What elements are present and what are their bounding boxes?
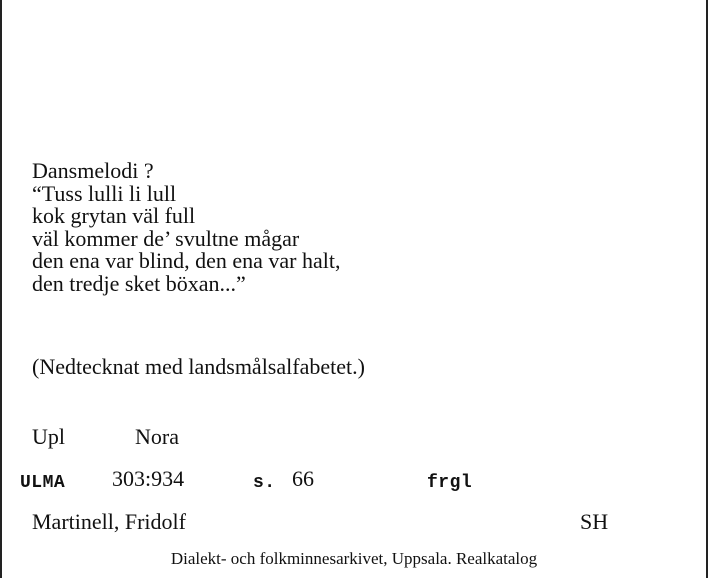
verse-line: kok grytan väl full — [32, 203, 196, 228]
signature-initials: SH — [580, 509, 609, 534]
recorder-name: Martinell, Fridolf — [32, 509, 186, 534]
archive-footer: Dialekt- och folkminnesarkivet, Uppsala. Realkatalog — [170, 549, 538, 568]
card-left-border — [0, 0, 2, 578]
card-title: Dansmelodi ? — [32, 158, 154, 183]
verse-line: väl kommer de’ svultne mågar — [32, 225, 300, 251]
verse-line: den tredje sket böxan...” — [32, 270, 246, 296]
archive-number: 303:934 — [112, 466, 185, 491]
page-label: s. — [253, 473, 276, 493]
archive-label: ULMA — [20, 473, 66, 493]
verse-line: den ena var blind, den ena var halt, — [32, 248, 341, 273]
category-label: frgl — [427, 473, 473, 493]
province-code: Upl — [32, 424, 65, 449]
card-text-block — [32, 160, 340, 295]
verse-line: “Tuss lulli li lull — [32, 180, 177, 206]
page-number: 66 — [292, 466, 314, 491]
transcription-note: (Nedtecknat med landsmålsalfabetet.) — [32, 354, 365, 379]
parish-name: Nora — [135, 424, 179, 449]
